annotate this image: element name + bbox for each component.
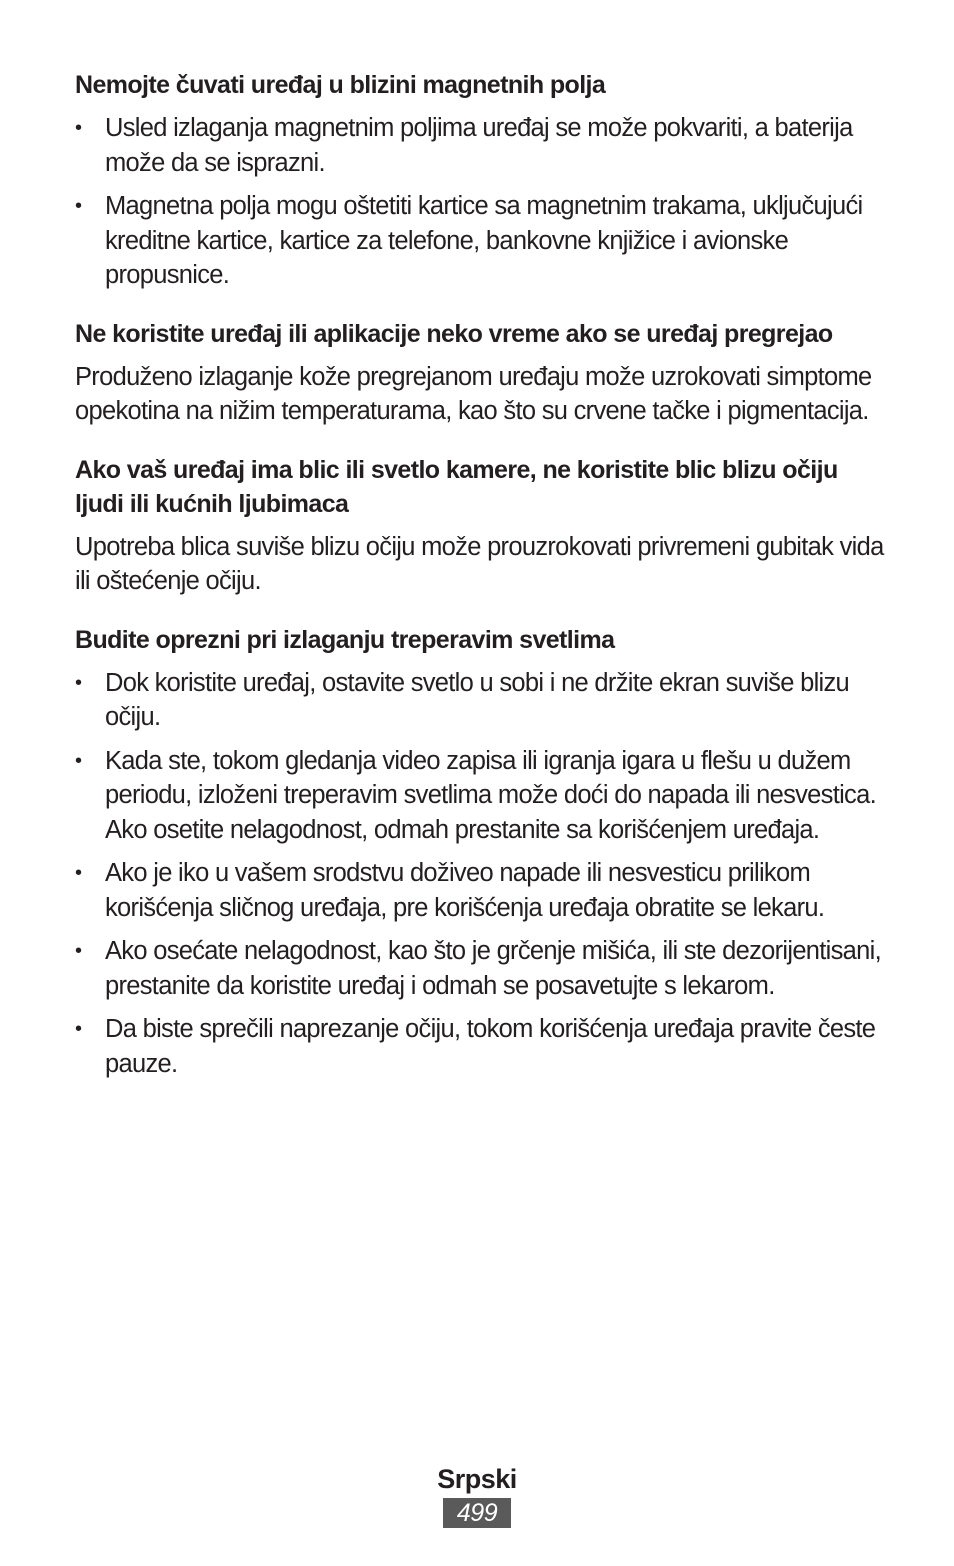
bullet-icon: • [75,671,82,694]
section-paragraph: Upotreba blica suviše blizu očiju može prouzrokovati privremeni gubitak vida ili oštećenje očiju. [75,532,884,595]
document-body [75,68,885,1090]
section-heading: Budite oprezni pri izlaganju treperavim svetlima [75,625,615,654]
list-item [75,189,885,293]
section-paragraph: Produženo izlaganje kože pregrejanom uređaju može uzrokovati simptome opekotina na nižim temperaturama, kao što su crvene tačke i pigmentacija. [75,362,872,425]
bullet-list [75,666,885,1082]
list-item-text: Kada ste, tokom gledanja video zapisa ili igranja igara u flešu u dužem periodu, izloženi treperavim svetlima može doći do napada ili nesvestica. Ako osetite nelagodnost, odmah prestanite sa korišćenjem uređaja. [105,746,876,844]
bullet-icon: • [75,195,82,217]
list-item-text: Usled izlaganja magnetnim poljima uređaj se može pokvariti, a baterija može da se isprazni. [105,114,853,177]
list-item-text: Dok koristite uređaj, ostavite svetlo u sobi i ne držite ekran suviše blizu očiju. [105,668,850,731]
section-camera-flash [75,453,885,599]
page-footer [0,1462,954,1528]
list-item [75,744,885,848]
bullet-list [75,111,885,293]
list-item-text: Magnetna polja mogu oštetiti kartice sa magnetnim trakama, uključujući kreditne kartice, kartice za telefone, bankovne knjižice i avionske propusnice. [105,192,863,289]
section-overheating [75,317,885,429]
bullet-icon: • [75,1018,82,1040]
bullet-icon: • [75,749,82,772]
section-heading: Ako vaš uređaj ima blic ili svetlo kamere, ne koristite blic blizu očiju ljudi ili kućnih ljubimaca [75,455,838,518]
list-item [75,666,885,735]
section-flashing-lights [75,623,885,1082]
list-item-text: Ako osećate nelagodnost, kao što je grčenje mišića, ili ste dezorijentisani, prestanite da koristite uređaj i odmah se posavetujte s lekarom. [105,937,881,1000]
section-heading: Ne koristite uređaj ili aplikacije neko vreme ako se uređaj pregrejao [75,319,833,348]
section-magnetic-fields [75,68,885,293]
section-heading: Nemojte čuvati uređaj u blizini magnetnih polja [75,71,606,99]
list-item-text: Ako je iko u vašem srodstvu doživeo napade ili nesvesticu prilikom korišćenja sličnog uređaja, pre korišćenja uređaja obratite se lekaru. [105,859,825,922]
list-item-text: Da biste sprečili naprezanje očiju, tokom korišćenja uređaja pravite česte pauze. [105,1015,876,1078]
list-item [75,856,885,925]
bullet-icon: • [75,862,82,884]
bullet-icon: • [75,940,82,962]
bullet-icon: • [75,117,82,139]
list-item [75,111,885,180]
footer-language: Srpski [437,1464,517,1494]
page-number-badge: 499 [443,1498,511,1528]
list-item [75,1012,885,1081]
list-item [75,934,885,1003]
